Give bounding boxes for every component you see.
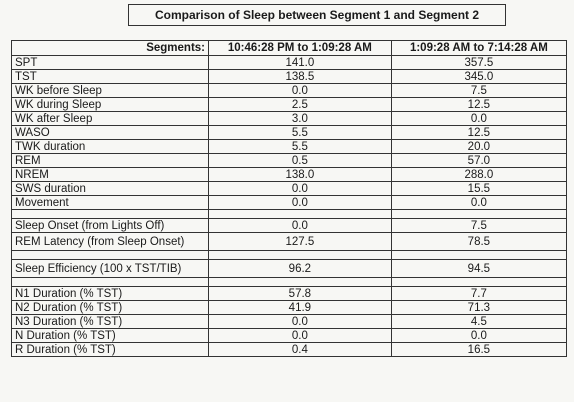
segment-2-value: 15.5 [391, 182, 566, 196]
segment-2-value: 357.5 [391, 56, 566, 70]
row-label: N1 Duration (% TST) [12, 287, 209, 301]
row-label: Sleep Onset (from Lights Off) [12, 219, 209, 233]
spacer-cell [12, 251, 209, 260]
table-spacer-row [12, 251, 567, 260]
table-row [12, 329, 567, 343]
segment-1-value: 0.0 [209, 315, 392, 329]
segment-2-value: 16.5 [391, 343, 566, 357]
table-row [12, 287, 567, 301]
table-row [12, 56, 567, 70]
segment-1-value: 0.0 [209, 219, 392, 233]
header-segment-1: 10:46:28 PM to 1:09:28 AM [209, 41, 392, 56]
table-row [12, 196, 567, 210]
segment-1-value: 0.0 [209, 196, 392, 210]
table-header-row [12, 41, 567, 56]
table-spacer-row [12, 278, 567, 287]
spacer-cell [209, 210, 392, 219]
header-segments-label: Segments: [12, 41, 209, 56]
sleep-comparison-table [11, 40, 567, 357]
table-row [12, 112, 567, 126]
spacer-cell [12, 210, 209, 219]
segment-1-value: 138.5 [209, 70, 392, 84]
row-label: WK during Sleep [12, 98, 209, 112]
row-label: SWS duration [12, 182, 209, 196]
table-spacer-row [12, 210, 567, 219]
segment-1-value: 0.0 [209, 182, 392, 196]
table-row [12, 260, 567, 278]
segment-2-value: 12.5 [391, 98, 566, 112]
row-label: NREM [12, 168, 209, 182]
row-label: Sleep Efficiency (100 x TST/TIB) [12, 260, 209, 278]
spacer-cell [391, 278, 566, 287]
row-label: WASO [12, 126, 209, 140]
row-label: WK after Sleep [12, 112, 209, 126]
table-row [12, 182, 567, 196]
segment-1-value: 127.5 [209, 233, 392, 251]
table-row [12, 301, 567, 315]
row-label: REM Latency (from Sleep Onset) [12, 233, 209, 251]
segment-2-value: 20.0 [391, 140, 566, 154]
segment-2-value: 0.0 [391, 196, 566, 210]
segment-1-value: 0.4 [209, 343, 392, 357]
row-label: N Duration (% TST) [12, 329, 209, 343]
page-title [128, 4, 506, 26]
segment-1-value: 3.0 [209, 112, 392, 126]
segment-1-value: 0.0 [209, 329, 392, 343]
segment-1-value: 2.5 [209, 98, 392, 112]
table-row [12, 315, 567, 329]
segment-2-value: 0.0 [391, 329, 566, 343]
segment-1-value: 138.0 [209, 168, 392, 182]
spacer-cell [209, 278, 392, 287]
row-label: R Duration (% TST) [12, 343, 209, 357]
table-row [12, 140, 567, 154]
segment-2-value: 57.0 [391, 154, 566, 168]
table-row [12, 219, 567, 233]
spacer-cell [391, 210, 566, 219]
table-row [12, 233, 567, 251]
segment-1-value: 57.8 [209, 287, 392, 301]
table-row [12, 126, 567, 140]
segment-2-value: 78.5 [391, 233, 566, 251]
spacer-cell [391, 251, 566, 260]
page-title-text: Comparison of Sleep between Segment 1 and Segment 2 [154, 8, 480, 22]
table-row [12, 98, 567, 112]
row-label: N2 Duration (% TST) [12, 301, 209, 315]
segment-1-value: 5.5 [209, 126, 392, 140]
segment-2-value: 4.5 [391, 315, 566, 329]
segment-1-value: 5.5 [209, 140, 392, 154]
segment-2-value: 71.3 [391, 301, 566, 315]
segment-2-value: 7.5 [391, 84, 566, 98]
segment-1-value: 0.5 [209, 154, 392, 168]
row-label: SPT [12, 56, 209, 70]
segment-1-value: 141.0 [209, 56, 392, 70]
table-row [12, 84, 567, 98]
row-label: TWK duration [12, 140, 209, 154]
header-segment-2: 1:09:28 AM to 7:14:28 AM [391, 41, 566, 56]
row-label: REM [12, 154, 209, 168]
table-row [12, 343, 567, 357]
row-label: WK before Sleep [12, 84, 209, 98]
segment-2-value: 0.0 [391, 112, 566, 126]
segment-2-value: 288.0 [391, 168, 566, 182]
segment-1-value: 96.2 [209, 260, 392, 278]
row-label: Movement [12, 196, 209, 210]
table-row [12, 168, 567, 182]
row-label: TST [12, 70, 209, 84]
table-row [12, 154, 567, 168]
spacer-cell [209, 251, 392, 260]
segment-1-value: 41.9 [209, 301, 392, 315]
segment-2-value: 345.0 [391, 70, 566, 84]
table-row [12, 70, 567, 84]
segment-2-value: 7.5 [391, 219, 566, 233]
spacer-cell [12, 278, 209, 287]
segment-1-value: 0.0 [209, 84, 392, 98]
segment-2-value: 12.5 [391, 126, 566, 140]
row-label: N3 Duration (% TST) [12, 315, 209, 329]
segment-2-value: 94.5 [391, 260, 566, 278]
segment-2-value: 7.7 [391, 287, 566, 301]
